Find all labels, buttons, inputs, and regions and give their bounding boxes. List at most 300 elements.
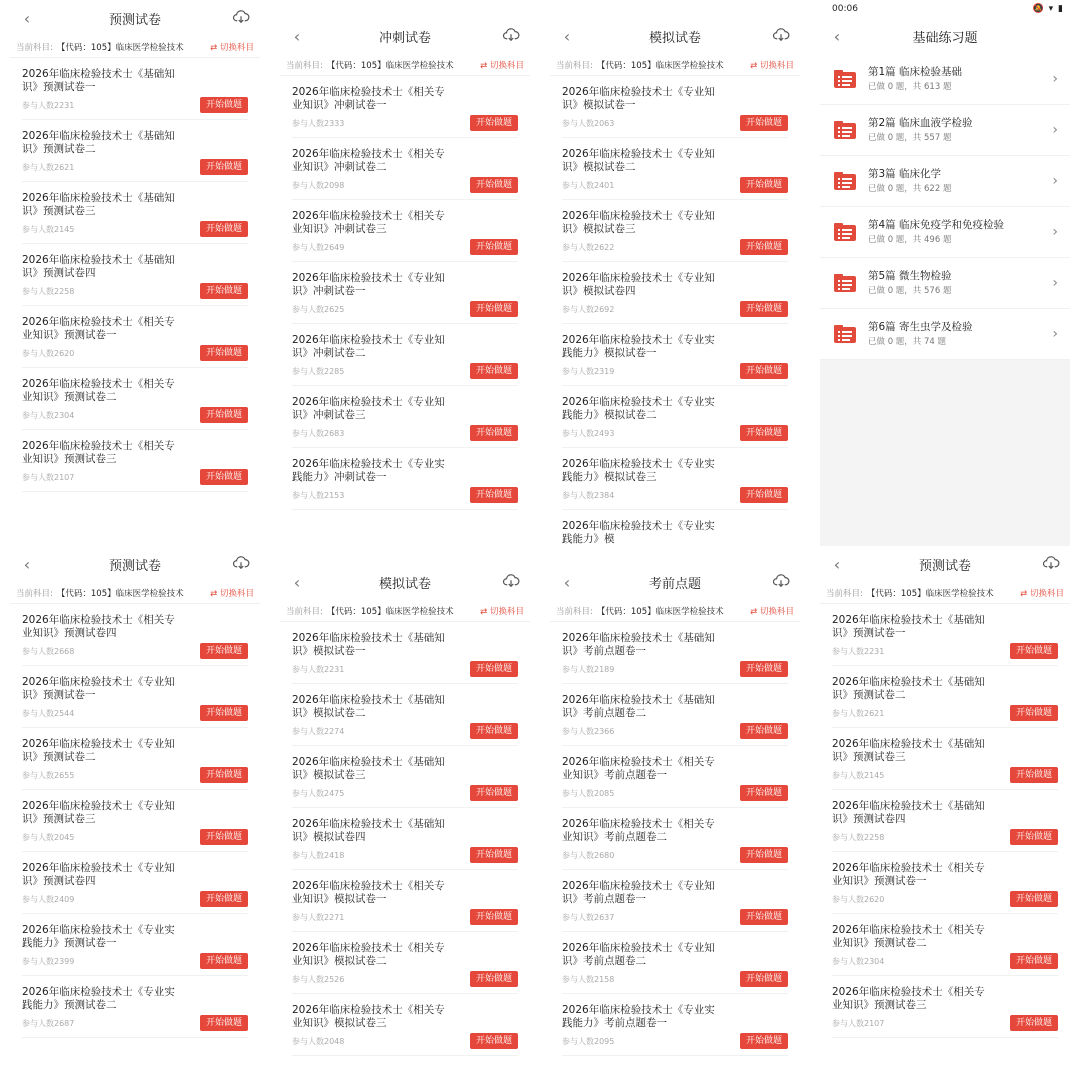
exam-title: 2026年临床检验技术士《基础知识》预测试卷一 [22,68,175,93]
cloud-download-icon[interactable] [772,26,792,46]
subject-value: 【代码：105】临床医学检验技术 [56,42,184,53]
list-item[interactable] [292,870,518,932]
exam-title: 2026年临床检验技术士《专业知识》模拟试卷一 [562,86,715,111]
participant-count: 参与人数2687 [22,1019,75,1028]
exam-title: 2026年临床检验技术士《相关专业知识》预测试卷二 [22,378,175,403]
chapter-title: 第6篇 寄生虫学及检验 [868,320,973,333]
folder-list-icon [834,274,856,292]
nav-header [820,18,1070,54]
list-item[interactable] [832,604,1058,666]
exam-title: 2026年临床检验技术士《专业知识》模拟试卷二 [562,148,715,173]
list-item[interactable] [292,262,518,324]
participant-count: 参与人数2153 [292,491,345,500]
subject-value: 【代码：105】临床医学检验技术 [866,588,994,599]
subject-bar [280,600,530,622]
status-bar [280,546,530,564]
folder-list-icon [834,325,856,343]
list-item[interactable] [22,368,248,430]
list-item[interactable] [562,870,788,932]
start-exam-button[interactable]: 开始做题 [470,909,518,925]
chevron-right-icon: › [1052,122,1058,138]
participant-count: 参与人数2274 [292,727,345,736]
exam-title: 2026年临床检验技术士《专业实践能力》冲刺试卷一 [292,458,445,483]
subject-label: 当前科目: [556,60,593,71]
exam-title: 2026年临床检验技术士《专业实践能力》预测试卷二 [22,986,175,1011]
list-item[interactable] [562,262,788,324]
start-exam-button[interactable]: 开始做题 [200,767,248,783]
cloud-download-icon[interactable] [232,554,252,574]
start-exam-button[interactable]: 开始做题 [470,847,518,863]
subject-bar [10,582,260,604]
start-exam-button[interactable]: 开始做题 [200,953,248,969]
participant-count: 参与人数2384 [562,491,615,500]
exam-title: 2026年临床检验技术士《基础知识》预测试卷四 [22,254,175,279]
start-exam-button[interactable]: 开始做题 [1010,705,1058,721]
exam-title: 2026年临床检验技术士《相关专业知识》模拟试卷三 [292,1004,445,1029]
participant-count: 参与人数2625 [292,305,345,314]
exam-title: 2026年临床检验技术士《基础知识》考前点题卷一 [562,632,715,657]
subject-label: 当前科目: [556,606,593,617]
list-item[interactable] [832,852,1058,914]
nav-header [10,546,260,582]
exam-title: 2026年临床检验技术士《相关专业知识》冲刺试卷二 [292,148,445,173]
start-exam-button[interactable]: 开始做题 [200,705,248,721]
exam-title: 2026年临床检验技术士《相关专业知识》冲刺试卷三 [292,210,445,235]
participant-count: 参与人数2655 [22,771,75,780]
exam-list [280,76,530,510]
start-exam-button[interactable]: 开始做题 [470,971,518,987]
list-item[interactable] [562,622,788,684]
status-bar [820,0,1070,18]
participant-count: 参与人数2048 [292,1037,345,1046]
list-item[interactable] [22,182,248,244]
start-exam-button[interactable]: 开始做题 [200,345,248,361]
list-item[interactable] [292,808,518,870]
chapter-title: 第5篇 微生物检验 [868,269,952,282]
start-exam-button[interactable]: 开始做题 [470,301,518,317]
chapter-progress: 已做 0 题，共 576 题 [868,285,952,296]
switch-subject-link[interactable]: ⇄ 切换科目 [1020,588,1064,599]
participant-count: 参与人数2493 [562,429,615,438]
phone-screen-8 [820,546,1070,1080]
page-title: 模拟试卷 [648,30,701,46]
chapter-area [820,54,1070,588]
chapter-title: 第2篇 临床血液学检验 [868,116,973,129]
list-item[interactable] [292,448,518,510]
start-exam-button[interactable]: 开始做题 [200,159,248,175]
exam-title: 2026年临床检验技术士《专业知识》冲刺试卷一 [292,272,445,297]
exam-title: 2026年临床检验技术士《专业知识》模拟试卷三 [562,210,715,235]
start-exam-button[interactable]: 开始做题 [740,363,788,379]
start-exam-button[interactable]: 开始做题 [740,723,788,739]
start-exam-button[interactable]: 开始做题 [1010,643,1058,659]
exam-title: 2026年临床检验技术士《相关专业知识》冲刺试卷一 [292,86,445,111]
start-exam-button[interactable]: 开始做题 [1010,891,1058,907]
list-item[interactable] [832,790,1058,852]
start-exam-button[interactable]: 开始做题 [200,283,248,299]
chapter-progress: 已做 0 题，共 74 题 [868,336,947,347]
start-exam-button[interactable]: 开始做题 [470,661,518,677]
participant-count: 参与人数2333 [292,119,345,128]
exam-title: 2026年临床检验技术士《基础知识》预测试卷三 [22,192,175,217]
list-item[interactable] [832,976,1058,1038]
chapter-item[interactable] [820,54,1070,105]
chevron-right-icon: › [1052,326,1058,342]
start-exam-button[interactable]: 开始做题 [470,785,518,801]
chevron-right-icon: › [1052,275,1058,291]
exam-title: 2026年临床检验技术士《基础知识》模拟试卷三 [292,756,445,781]
participant-count: 参与人数2258 [832,833,885,842]
start-exam-button[interactable]: 开始做题 [200,97,248,113]
list-item[interactable] [22,120,248,182]
participant-count: 参与人数2258 [22,287,75,296]
cloud-download-icon[interactable] [1042,554,1062,574]
participant-count: 参与人数2683 [292,429,345,438]
participant-count: 参与人数2189 [562,665,615,674]
exam-title: 2026年临床检验技术士《专业知识》考前点题卷二 [562,942,715,967]
exam-title: 2026年临床检验技术士《专业实践能力》模拟试卷二 [562,396,715,421]
chapter-progress: 已做 0 题，共 622 题 [868,183,952,194]
list-item[interactable] [292,746,518,808]
start-exam-button[interactable]: 开始做题 [740,661,788,677]
exam-title: 2026年临床检验技术士《基础知识》考前点题卷二 [562,694,715,719]
list-item[interactable] [562,448,788,510]
list-item[interactable] [22,58,248,120]
list-item[interactable] [562,200,788,262]
start-exam-button[interactable]: 开始做题 [740,177,788,193]
phone-screen-6 [280,546,530,1080]
participant-count: 参与人数2622 [562,243,615,252]
exam-title: 2026年临床检验技术士《专业知识》考前点题卷一 [562,880,715,905]
participant-count: 参与人数2231 [832,647,885,656]
exam-title: 2026年临床检验技术士《基础知识》模拟试卷二 [292,694,445,719]
exam-title: 2026年临床检验技术士《专业实践能力》模拟试卷一 [562,334,715,359]
chapter-progress: 已做 0 题，共 557 题 [868,132,952,143]
participant-count: 参与人数2620 [832,895,885,904]
chapter-progress: 已做 0 题，共 613 题 [868,81,952,92]
exam-list [820,604,1070,1038]
exam-title: 2026年临床检验技术士《专业知识》预测试卷二 [22,738,175,763]
chapter-item[interactable] [820,309,1070,360]
back-icon[interactable]: ‹ [563,572,571,592]
subject-label: 当前科目: [286,60,323,71]
start-exam-button[interactable]: 开始做题 [200,643,248,659]
status-icons: 🔕 ▾ ▮ [1032,4,1064,14]
exam-list [550,622,800,1056]
participant-count: 参与人数2231 [22,101,75,110]
exam-title: 2026年临床检验技术士《基础知识》模拟试卷四 [292,818,445,843]
participant-count: 参与人数2145 [832,771,885,780]
page-title: 预测试卷 [108,12,161,28]
exam-title: 2026年临床检验技术士《专业知识》预测试卷一 [22,676,175,701]
list-item[interactable] [292,76,518,138]
start-exam-button[interactable]: 开始做题 [1010,1015,1058,1031]
list-item[interactable] [22,666,248,728]
list-item[interactable] [292,684,518,746]
list-item[interactable] [562,138,788,200]
start-exam-button[interactable]: 开始做题 [470,487,518,503]
participant-count: 参与人数2285 [292,367,345,376]
participant-count: 参与人数2095 [562,1037,615,1046]
chevron-right-icon: › [1052,71,1058,87]
start-exam-button[interactable]: 开始做题 [470,239,518,255]
back-icon[interactable]: ‹ [833,554,841,574]
nav-header [550,18,800,54]
folder-list-icon [834,172,856,190]
start-exam-button[interactable]: 开始做题 [470,363,518,379]
participant-count: 参与人数2621 [22,163,75,172]
list-item[interactable] [22,604,248,666]
subject-value: 【代码：105】临床医学检验技术 [326,606,454,617]
list-item[interactable] [22,430,248,492]
back-icon[interactable]: ‹ [563,26,571,46]
back-icon[interactable]: ‹ [833,26,841,46]
subject-label: 当前科目: [826,588,863,599]
nav-header [10,0,260,36]
exam-title: 2026年临床检验技术士《相关专业知识》模拟试卷二 [292,942,445,967]
exam-title: 2026年临床检验技术士《专业知识》冲刺试卷二 [292,334,445,359]
participant-count: 参与人数2304 [22,411,75,420]
chapter-text [868,65,962,94]
participant-count: 参与人数2544 [22,709,75,718]
start-exam-button[interactable]: 开始做题 [200,469,248,485]
nav-header [550,564,800,600]
page-title: 预测试卷 [918,558,971,574]
list-item[interactable] [562,994,788,1056]
participant-count: 参与人数2145 [22,225,75,234]
back-icon[interactable]: ‹ [23,8,31,28]
chapter-title: 第3篇 临床化学 [868,167,942,180]
exam-title: 2026年临床检验技术士《基础知识》预测试卷二 [22,130,175,155]
list-item[interactable] [562,808,788,870]
exam-title: 2026年临床检验技术士《相关专业知识》预测试卷三 [832,986,985,1011]
participant-count: 参与人数2526 [292,975,345,984]
exam-list [10,58,260,492]
switch-subject-link[interactable]: ⇄ 切换科目 [480,60,524,71]
chapter-title: 第1篇 临床检验基础 [868,65,963,78]
nav-header [820,546,1070,582]
subject-bar [550,54,800,76]
switch-subject-link[interactable]: ⇄ 切换科目 [750,60,794,71]
phone-screen-2 [280,0,530,534]
participant-count: 参与人数2692 [562,305,615,314]
chapter-text [868,218,1004,247]
participant-count: 参与人数2668 [22,647,75,656]
start-exam-button[interactable]: 开始做题 [740,301,788,317]
participant-count: 参与人数2399 [22,957,75,966]
list-item[interactable] [292,200,518,262]
start-exam-button[interactable]: 开始做题 [200,221,248,237]
start-exam-button[interactable]: 开始做题 [200,407,248,423]
start-exam-button[interactable]: 开始做题 [740,425,788,441]
start-exam-button[interactable]: 开始做题 [1010,829,1058,845]
list-item[interactable] [832,914,1058,976]
list-item[interactable] [22,790,248,852]
status-bar [550,0,800,18]
phone-screen-4 [820,0,1070,534]
nav-header [280,18,530,54]
cloud-download-icon[interactable] [772,572,792,592]
start-exam-button[interactable]: 开始做题 [740,239,788,255]
exam-title: 2026年临床检验技术士《专业实践能力》考前点题卷一 [562,1004,715,1029]
chapter-progress: 已做 0 题，共 496 题 [868,234,952,245]
exam-title: 2026年临床检验技术士《相关专业知识》预测试卷二 [832,924,985,949]
nav-header [280,564,530,600]
start-exam-button[interactable]: 开始做题 [740,847,788,863]
chapter-list [820,54,1070,360]
chapter-text [868,320,973,349]
back-icon[interactable]: ‹ [293,572,301,592]
start-exam-button[interactable]: 开始做题 [740,909,788,925]
exam-title: 2026年临床检验技术士《相关专业知识》预测试卷一 [832,862,985,887]
start-exam-button[interactable]: 开始做题 [1010,953,1058,969]
page-title: 基础练习题 [912,30,978,46]
participant-count: 参与人数2158 [562,975,615,984]
phone-screen-5 [10,546,260,1080]
start-exam-button[interactable]: 开始做题 [200,1015,248,1031]
list-item[interactable] [832,666,1058,728]
exam-title: 2026年临床检验技术士《专业实践能力》模 [562,520,715,545]
exam-title: 2026年临床检验技术士《基础知识》预测试卷一 [832,614,985,639]
participant-count: 参与人数2098 [292,181,345,190]
chapter-text [868,269,952,298]
start-exam-button[interactable]: 开始做题 [740,971,788,987]
exam-title: 2026年临床检验技术士《相关专业知识》预测试卷三 [22,440,175,465]
participant-count: 参与人数2085 [562,789,615,798]
start-exam-button[interactable]: 开始做题 [740,487,788,503]
list-item[interactable] [292,994,518,1056]
participant-count: 参与人数2621 [832,709,885,718]
chapter-text [868,167,951,196]
chapter-item[interactable] [820,105,1070,156]
start-exam-button[interactable]: 开始做题 [200,829,248,845]
list-item[interactable] [22,728,248,790]
exam-title: 2026年临床检验技术士《相关专业知识》考前点题卷二 [562,818,715,843]
exam-title: 2026年临床检验技术士《基础知识》预测试卷三 [832,738,985,763]
list-item[interactable] [292,622,518,684]
chapter-item[interactable] [820,207,1070,258]
start-exam-button[interactable]: 开始做题 [470,115,518,131]
exam-title: 2026年临床检验技术士《基础知识》预测试卷四 [832,800,985,825]
list-item[interactable] [562,932,788,994]
cloud-download-icon[interactable] [502,572,522,592]
chapter-text [868,116,973,145]
page-title: 模拟试卷 [378,576,431,592]
back-icon[interactable]: ‹ [293,26,301,46]
status-bar [280,0,530,18]
cloud-download-icon[interactable] [502,26,522,46]
participant-count: 参与人数2620 [22,349,75,358]
page-title: 预测试卷 [108,558,161,574]
page-title: 冲刺试卷 [378,30,431,46]
folder-list-icon [834,223,856,241]
list-item[interactable] [292,386,518,448]
start-exam-button[interactable]: 开始做题 [740,1033,788,1049]
list-item[interactable] [292,324,518,386]
list-item[interactable] [22,914,248,976]
participant-count: 参与人数2107 [22,473,75,482]
phone-screen-3 [550,0,800,545]
participant-count: 参与人数2304 [832,957,885,966]
start-exam-button[interactable]: 开始做题 [200,891,248,907]
exam-list [550,76,800,572]
subject-value: 【代码：105】临床医学检验技术 [326,60,454,71]
switch-subject-link[interactable]: ⇄ 切换科目 [210,588,254,599]
list-item[interactable] [22,306,248,368]
exam-title: 2026年临床检验技术士《基础知识》预测试卷二 [832,676,985,701]
back-icon[interactable]: ‹ [23,554,31,574]
participant-count: 参与人数2319 [562,367,615,376]
cloud-download-icon[interactable] [232,8,252,28]
list-item[interactable] [22,244,248,306]
participant-count: 参与人数2680 [562,851,615,860]
start-exam-button[interactable]: 开始做题 [1010,767,1058,783]
subject-value: 【代码：105】临床医学检验技术 [596,60,724,71]
participant-count: 参与人数2401 [562,181,615,190]
list-item[interactable] [22,852,248,914]
folder-list-icon [834,121,856,139]
switch-subject-link[interactable]: ⇄ 切换科目 [210,42,254,53]
participant-count: 参与人数2045 [22,833,75,842]
subject-value: 【代码：105】临床医学检验技术 [596,606,724,617]
list-item[interactable] [562,386,788,448]
chapter-title: 第4篇 临床免疫学和免疫检验 [868,218,1005,231]
participant-count: 参与人数2107 [832,1019,885,1028]
page-title: 考前点题 [648,576,701,592]
chevron-right-icon: › [1052,224,1058,240]
list-item[interactable] [562,684,788,746]
exam-title: 2026年临床检验技术士《专业知识》模拟试卷四 [562,272,715,297]
subject-bar [280,54,530,76]
exam-list [10,604,260,1038]
subject-label: 当前科目: [286,606,323,617]
folder-list-icon [834,70,856,88]
exam-title: 2026年临床检验技术士《相关专业知识》预测试卷四 [22,614,175,639]
exam-title: 2026年临床检验技术士《专业实践能力》模拟试卷三 [562,458,715,483]
start-exam-button[interactable]: 开始做题 [470,177,518,193]
participant-count: 参与人数2271 [292,913,345,922]
exam-title: 2026年临床检验技术士《专业知识》预测试卷三 [22,800,175,825]
chapter-item[interactable] [820,258,1070,309]
exam-title: 2026年临床检验技术士《相关专业知识》考前点题卷一 [562,756,715,781]
start-exam-button[interactable]: 开始做题 [470,425,518,441]
exam-title: 2026年临床检验技术士《专业知识》预测试卷四 [22,862,175,887]
start-exam-button[interactable]: 开始做题 [470,723,518,739]
start-exam-button[interactable]: 开始做题 [470,1033,518,1049]
list-item[interactable] [292,932,518,994]
list-item[interactable] [22,976,248,1038]
chapter-item[interactable] [820,156,1070,207]
exam-title: 2026年临床检验技术士《专业知识》冲刺试卷三 [292,396,445,421]
exam-title: 2026年临床检验技术士《相关专业知识》模拟试卷一 [292,880,445,905]
list-item[interactable] [832,728,1058,790]
start-exam-button[interactable]: 开始做题 [740,785,788,801]
participant-count: 参与人数2063 [562,119,615,128]
switch-subject-link[interactable]: ⇄ 切换科目 [750,606,794,617]
switch-subject-link[interactable]: ⇄ 切换科目 [480,606,524,617]
list-item[interactable] [562,76,788,138]
start-exam-button[interactable]: 开始做题 [740,115,788,131]
list-item[interactable] [562,324,788,386]
list-item[interactable] [562,746,788,808]
subject-bar [550,600,800,622]
chevron-right-icon: › [1052,173,1058,189]
participant-count: 参与人数2231 [292,665,345,674]
subject-label: 当前科目: [16,588,53,599]
list-item[interactable] [292,138,518,200]
subject-value: 【代码：105】临床医学检验技术 [56,588,184,599]
phone-screen-7 [550,546,800,1080]
